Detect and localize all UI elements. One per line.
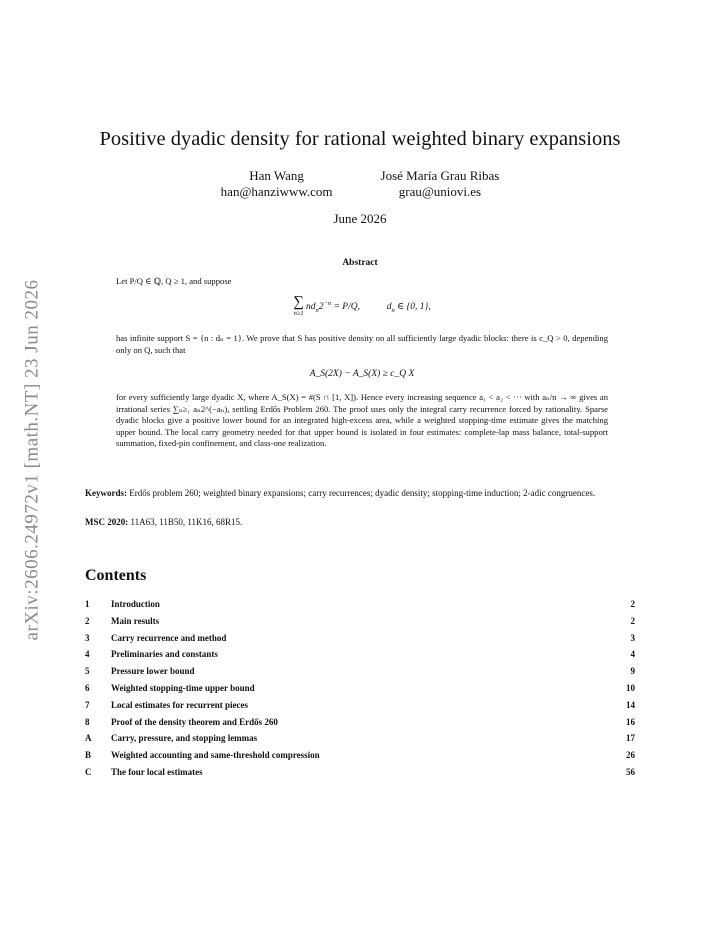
paper-date: June 2026: [333, 211, 387, 226]
toc-page: 2: [630, 615, 635, 626]
toc-entry-stopping-time[interactable]: [85, 681, 635, 698]
toc-entry-introduction[interactable]: [85, 597, 635, 614]
toc-number: 8: [85, 716, 90, 727]
toc-title: Weighted stopping-time upper bound: [111, 682, 255, 693]
abstract-intro: Let P/Q ∈ ℚ, Q ≥ 1, and suppose: [116, 276, 232, 286]
author-1: [221, 168, 333, 200]
arxiv-stamp-text: arXiv:2606.24972v1 [math.NT] 23 Jun 2026: [21, 279, 42, 641]
toc-entry-main-results[interactable]: [85, 614, 635, 631]
toc-title: Introduction: [111, 599, 160, 609]
toc-page: 16: [626, 716, 635, 727]
table-of-contents: [85, 597, 635, 782]
msc-classification: [85, 517, 635, 527]
toc-page: 4: [630, 649, 635, 660]
keywords-text: Erdős problem 260; weighted binary expansions; carry recurrences; dyadic density; stopping-time induction; 2-adic congruences.: [129, 488, 596, 498]
msc-text: 11A63, 11B50, 11K16, 68R15.: [130, 517, 243, 527]
abstract-equation-2: A_S(2X) − A_S(X) ≥ c_Q X: [309, 369, 415, 379]
eq1-rhs: = P/Q,: [331, 302, 360, 313]
toc-number: 1: [85, 599, 90, 609]
abstract-heading: Abstract: [342, 258, 378, 268]
toc-title: Weighted accounting and same-threshold compression: [111, 750, 320, 761]
abstract-paragraph-3: for every sufficiently large dyadic X, where A_S(X) = #(S ∩ [1, X]). Hence every increasing sequence a₁ < a₂ < ··· with aₙ/n → ∞ gives an irrational series ∑ₙ≥₁ aₙ2^(−aₙ), settling Erdős Problem 260. The proof uses only the integral carry recurrence forced by rationality. Sparse dyadic blocks give a positive lower bound for an integrated high-excess area, while a weighted stopping-time estimate gives the matching upper bound. The local carry geometry needed for that upper bound is isolated in four estimates: complete-lap mass balance, total-support summation, fixed-pin confinement, and class-one realization.: [116, 392, 608, 449]
sum-symbol: ∑ n≥1: [293, 294, 304, 317]
keywords: [85, 487, 635, 499]
toc-entry-appendix-c[interactable]: [85, 765, 635, 782]
toc-number: B: [85, 750, 92, 761]
toc-number: 6: [85, 682, 90, 693]
toc-number: 4: [85, 649, 90, 660]
toc-number: 2: [85, 615, 90, 626]
author-2-email: grau@uniovi.es: [398, 184, 482, 199]
toc-page: 14: [626, 699, 635, 710]
toc-title: The four local estimates: [111, 766, 203, 777]
toc-number: 7: [85, 699, 90, 710]
toc-title: Carry, pressure, and stopping lemmas: [111, 733, 258, 744]
toc-page: 2: [630, 599, 635, 609]
toc-entry-carry-recurrence[interactable]: [85, 631, 635, 648]
toc-entry-preliminaries[interactable]: [85, 647, 635, 664]
toc-entry-pressure-lower-bound[interactable]: [85, 664, 635, 681]
paper-title: Positive dyadic density for rational weighted binary expansions: [99, 128, 621, 150]
eq1-cond-rest: ∈ {0, 1},: [394, 302, 431, 313]
toc-number: A: [85, 733, 92, 744]
toc-page: 17: [626, 733, 635, 744]
author-2-name: José María Grau Ribas: [380, 168, 500, 183]
abstract-paragraph-2: has infinite support S = {n : dₙ = 1}. We prove that S has positive density on all sufficiently large dyadic blocks: there is c_Q > 0, depending only on Q, such that: [116, 333, 608, 355]
toc-entry-proof[interactable]: [85, 715, 635, 732]
author-2: [381, 168, 500, 200]
eq1-cond: d: [386, 302, 392, 313]
toc-page: 26: [626, 750, 635, 761]
keywords-label: Keywords:: [85, 488, 127, 498]
toc-title: Preliminaries and constants: [111, 649, 218, 660]
toc-title: Pressure lower bound: [111, 666, 195, 677]
toc-page: 9: [630, 666, 635, 677]
author-block: [0, 168, 720, 200]
toc-page: 3: [630, 632, 635, 643]
author-1-name: Han Wang: [249, 168, 304, 183]
toc-title: Main results: [111, 615, 160, 626]
toc-number: 3: [85, 632, 90, 643]
toc-title: Carry recurrence and method: [111, 632, 227, 643]
toc-number: C: [85, 766, 92, 777]
msc-label: MSC 2020:: [85, 517, 129, 527]
toc-entry-appendix-b[interactable]: [85, 748, 635, 765]
toc-page: 56: [626, 766, 635, 777]
abstract-equation-1: ∑ n≥1 $nd_n2^{-n} = P/Q$, $d_n$ ∈ {0, 1},: [293, 294, 431, 317]
toc-number: 5: [85, 666, 90, 677]
contents-heading: Contents: [85, 567, 147, 584]
author-1-email: han@hanziwww.com: [220, 184, 333, 199]
toc-entry-local-estimates[interactable]: [85, 698, 635, 715]
eq1-main: nd: [305, 302, 316, 313]
toc-entry-appendix-a[interactable]: [85, 731, 635, 748]
toc-title: Proof of the density theorem and Erdős 260: [111, 716, 278, 727]
arxiv-stamp: [4, 250, 60, 670]
toc-page: 10: [626, 682, 635, 693]
toc-title: Local estimates for recurrent pieces: [111, 699, 248, 710]
